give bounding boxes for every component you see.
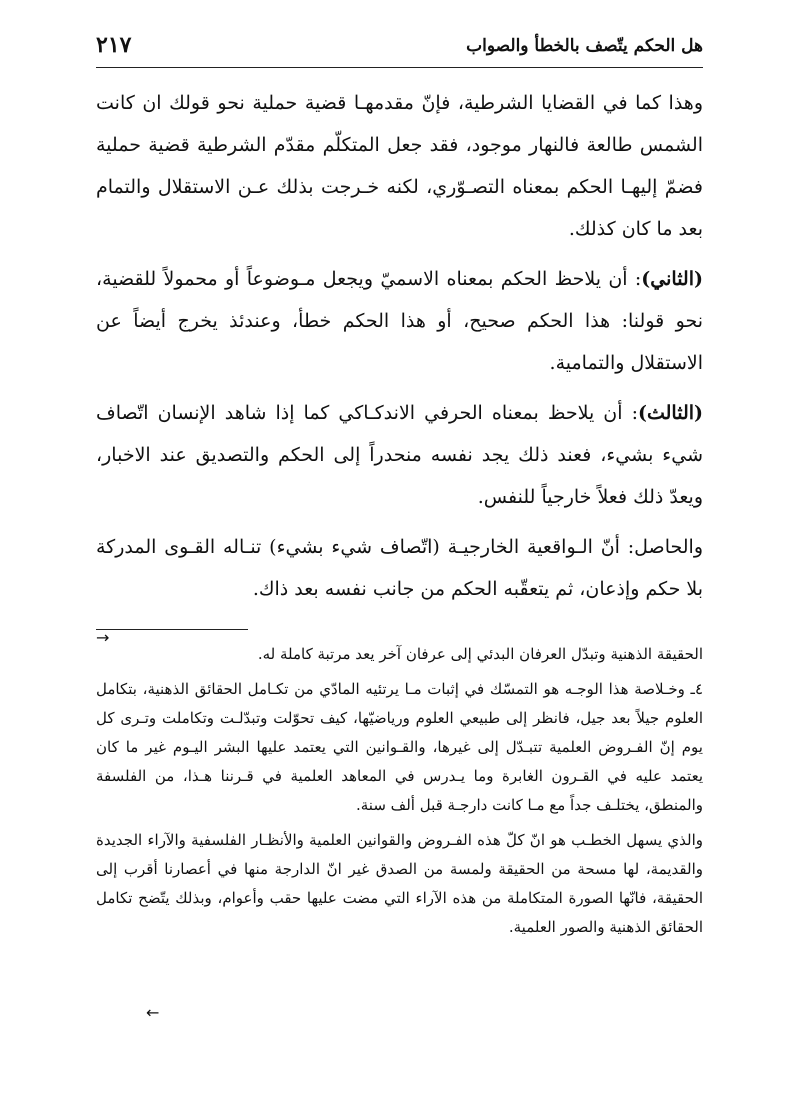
header-rule (96, 67, 703, 68)
paragraph-3 (96, 392, 703, 518)
footnote-continued: الحقيقة الذهنية وتبدّل العرفان البدئي إلى عرفان آخر يعد مرتبة كاملة له. (257, 645, 703, 663)
paragraph-1: وهذا كما في القضايا الشرطية، فإنّ مقدمهـا قضية حملية نحو قولك ان كانت الشمس طالعة فالنهار موجود، فقد جعل المتكلّم مقدّم الشرطية قضية حملية فضمّ إليهـا الحكم بمعناه التصـوّري، لكنه خـرجت بذلك عـن الاستقلال والتمام بعد ما كان كذلك. (96, 92, 703, 240)
main-text (96, 82, 703, 618)
paragraph-2-text: : أن يلاحظ الحكم بمعناه الاسميّ ويجعل مـوضوعاً أو محمولاً للقضية، نحو قولنا: هذا الحكم صحيح، أو هذا الحكم خطأ، وعندئذ يخرج أيضاً عن الاستقلال والتمامية. (96, 268, 703, 374)
paragraph-3-text: : أن يلاحظ بمعناه الحرفي الاندكـاكي كما إذا شاهد الإنسان اتّصاف شيء بشيء، فعند ذلك يجد نفسه منحدراً إلى الحكم والتصديق عند الاخبار، ويعدّ ذلك فعلاً خارجياً للنفس. (96, 402, 703, 508)
continuation-arrow-icon: → (96, 628, 110, 647)
paragraph-3-lead: (الثالث) (637, 402, 703, 424)
footnote-4: ٤ـ وخـلاصة هذا الوجـه هو التمسّك في إثبات مـا يرتئيه المادّي من تكـامل الحقائق الذهنية، بتكامل العلوم جيلاً بعد جيل، فانظر إلى طبيعي العلوم ورياضيّها، كيف تحوّلت وتبدّلـت وتكاملت وتـرى كل يوم إنّ الفـروض العلمية تتبـدّل إلى غيرها، والقـوانين التي يعتمد عليها البشر اليـوم غير ما كان يعتمد عليه في القـرون الغابرة وما يـدرس في المعاهد العلمية في قـرننا هـذا، من الفلسفة والمنطق، يختلـف جداً مع مـا كانت دارجـة قبل ألف سنة. (96, 680, 703, 814)
footnote-rule (96, 629, 248, 630)
paragraph-2-lead: (الثاني) (641, 268, 703, 290)
page-header (96, 30, 703, 62)
footnote-4-continued: والذي يسهل الخطـب هو انّ كلّ هذه الفـروض والقوانين العلمية والأنظـار الفلسفية والآراء الجديدة والقديمة، لها مسحة من الحقيقة ولمسة من الصدق غير انّ الدارجة منها في أعصارنا أقرب إلى الحقيقة، فانّها الصورة المتكاملة من هذه الآراء التي مضت عليها حقب وأعوام، وبذلك يتّضح تكامل الحقائق الذهنية والصور العلمية. (96, 831, 704, 936)
footnotes (96, 640, 703, 948)
running-title: هل الحكم يتّصف بالخطأ والصواب (466, 36, 703, 56)
page-number: ٢١٧ (96, 32, 132, 58)
paragraph-2 (96, 258, 703, 384)
paragraph-4: والحاصل: أنّ الـواقعية الخارجيـة (اتّصاف شيء بشيء) تنـاله القـوى المدركة بلا حكم وإذعان، ثم يتعقّبه الحكم من جانب نفسه بعد ذاك. (96, 536, 703, 600)
continues-arrow-icon: ← (146, 1003, 160, 1022)
